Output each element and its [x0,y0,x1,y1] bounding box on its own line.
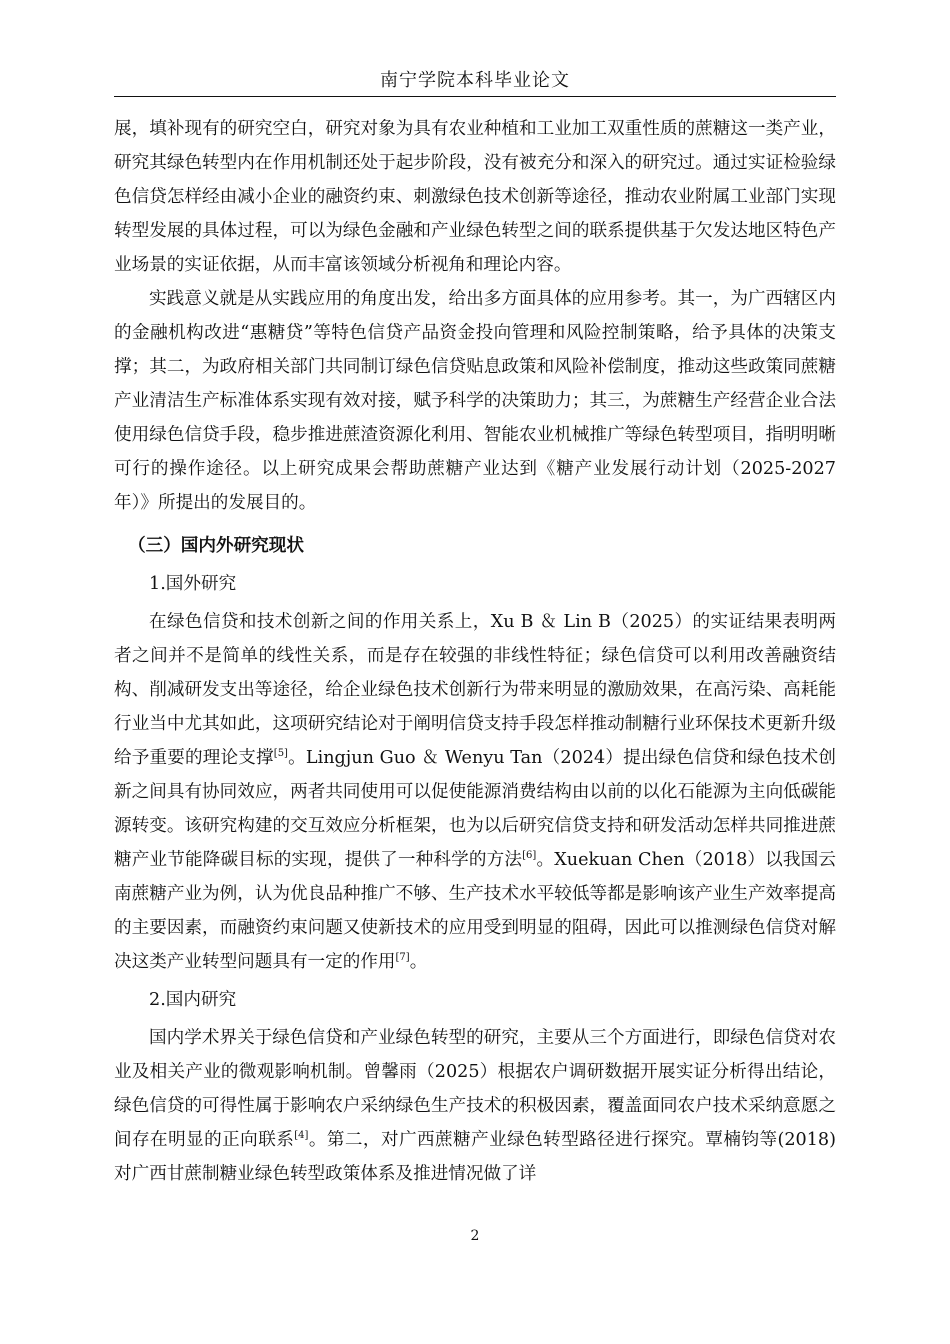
paragraph-foreign-research [114,605,836,979]
citation-6: [6] [522,850,537,861]
paragraph-theory-continued: 展，填补现有的研究空白，研究对象为具有农业种植和工业加工双重性质的蔗糖这一类产业，研究其绿色转型内在作用机制还处于起步阶段，没有被充分和深入的研究过。通过实证检验绿色信贷怎样经由减小企业的融资约束、刺激绿色技术创新等途径，推动农业附属工业部门实现转型发展的具体过程，可以为绿色金融和产业绿色转型之间的联系提供基于欠发达地区特色产业场景的实证依据，从而丰富该领域分析视角和理论内容。 [114,119,836,275]
section-heading-research-status: （三）国内外研究现状 [128,536,304,556]
page-header: 南宁学院本科毕业论文 [114,66,836,97]
text-segment: 。第二，对广西蔗糖产业绿色转型路径进行探究。覃楠钧等(2018)对广西甘蔗制糖业绿色转型政策体系及推进情况做了详 [114,1130,836,1184]
citation-7: [7] [395,952,410,963]
citation-5: [5] [273,748,288,759]
subheading-foreign-research: 1.国外研究 [149,574,237,594]
paragraph-practical-significance: 实践意义就是从实践应用的角度出发，给出多方面具体的应用参考。其一，为广西辖区内的金融机构改进“惠糖贷”等特色信贷产品资金投向管理和风险控制策略，给予具体的决策支撑；其二，为政府相关部门共同制订绿色信贷贴息政策和风险补偿制度，推动这些政策同蔗糖产业清洁生产标准体系实现有效对接，赋予科学的决策助力；其三，为蔗糖生产经营企业合法使用绿色信贷手段，稳步推进蔗渣资源化利用、智能农业机械推广等绿色转型项目，指明明晰可行的操作途径。以上研究成果会帮助蔗糖产业达到《糖产业发展行动计划（2025-2027年）》所提出的发展目的。 [114,289,836,513]
text-segment: 。Xuekuan Chen（2018）以我国云南蔗糖产业为例，认为优良品种推广不够、生产技术水平较低等都是影响该产业生产效率提高的主要因素，而融资约束问题又使新技术的应用受到明显的阻碍，因此可以推测绿色信贷对解决这类产业转型问题具有一定的作用 [114,850,836,972]
subheading-domestic-research: 2.国内研究 [149,990,237,1010]
page-body [114,112,836,1191]
page-number: 2 [470,1228,480,1244]
citation-4: [4] [294,1130,309,1141]
text-segment: 国内学术界关于绿色信贷和产业绿色转型的研究，主要从三个方面进行，即绿色信贷对农业及相关产业的微观影响机制。曾馨雨（2025）根据农户调研数据开展实证分析得出结论，绿色信贷的可得性属于影响农户采纳绿色生产技术的积极因素，覆盖面同农户技术采纳意愿之间存在明显的正向联系 [114,1028,836,1150]
paragraph-domestic-research [114,1021,836,1191]
text-segment: 。Lingjun Guo ＆ Wenyu Tan（2024）提出绿色信贷和绿色技术创新之间具有协同效应，两者共同使用可以促使能源消费结构由以前的以化石能源为主向低碳能源转变。该研究构建的交互效应分析框架，也为以后研究信贷支持和研发活动怎样共同推进蔗糖产业节能降碳目标的实现，提供了一种科学的方法 [114,748,836,870]
text-segment: 。 [409,952,428,972]
text-segment: 在绿色信贷和技术创新之间的作用关系上，Xu B ＆ Lin B（2025）的实证结果表明两者之间并不是简单的线性关系，而是存在较强的非线性特征；绿色信贷可以利用改善融资结构、削减研发支出等途径，给企业绿色技术创新行为带来明显的激励效果，在高污染、高耗能行业当中尤其如此，这项研究结论对于阐明信贷支持手段怎样推动制糖行业环保技术更新升级给予重要的理论支撑 [114,612,836,768]
